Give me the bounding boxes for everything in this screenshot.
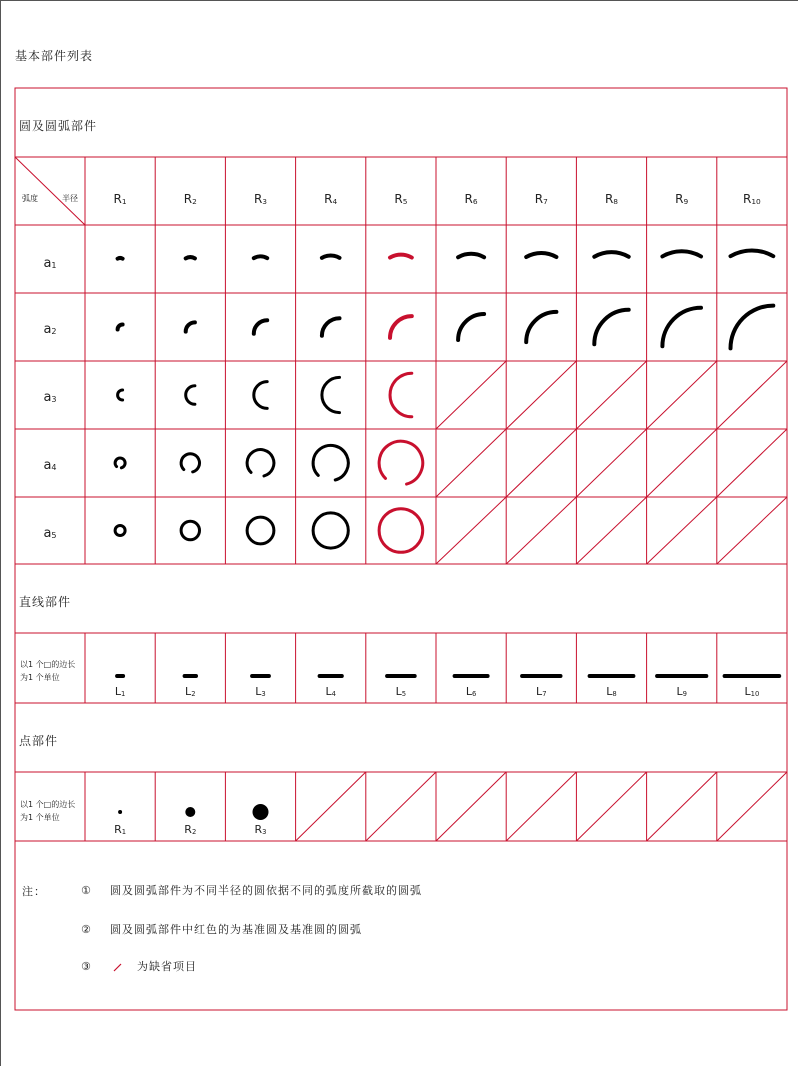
empty-cell-diagonal [576, 497, 646, 564]
arc-a4-r5 [379, 441, 423, 484]
arc-a5-r1 [115, 526, 125, 536]
arc-a4-r4 [313, 445, 348, 480]
line-label-l5: L5 [395, 685, 407, 698]
arc-a3-r5 [390, 373, 412, 417]
notes-label: 注： [22, 885, 46, 898]
column-header-r7: R7 [534, 192, 548, 206]
corner-diagonal [15, 157, 85, 225]
arc-a2-r5 [390, 316, 412, 338]
column-header-r10: R10 [742, 192, 761, 206]
column-header-r6: R6 [464, 192, 478, 206]
empty-cell-diagonal [717, 497, 787, 564]
point-label-r2: R2 [184, 823, 197, 836]
point-label-r3: R3 [254, 823, 267, 836]
line-label-l7: L7 [536, 685, 547, 698]
line-label-l9: L9 [676, 685, 687, 698]
note-2-marker: ② [81, 923, 92, 936]
arc-a1-r10 [731, 250, 774, 256]
empty-cell-diagonal [647, 429, 717, 497]
note-3-text: 为缺省项目 [137, 960, 197, 973]
empty-cell-diagonal [576, 361, 646, 429]
column-header-r1: R1 [113, 192, 127, 206]
arc-a1-r4 [322, 255, 340, 257]
arc-a1-r7 [526, 253, 556, 257]
arc-a5-r4 [313, 513, 348, 548]
line-label-l2: L2 [185, 685, 196, 698]
circle-section-title: 圆及圆弧部件 [19, 119, 98, 133]
point-row-label-1: 以1 个□的边长 [20, 800, 76, 809]
empty-cell-diagonal [506, 429, 576, 497]
row-header-a5: a5 [43, 526, 57, 541]
point-label-r1: R1 [114, 823, 127, 836]
empty-cell-diagonal [647, 772, 717, 841]
note-3-marker: ③ [81, 960, 92, 973]
arc-a2-r1 [118, 325, 123, 330]
empty-cell-diagonal [436, 497, 506, 564]
arc-a1-r9 [662, 251, 701, 256]
arc-a2-r6 [458, 314, 484, 340]
row-header-a4: a4 [43, 458, 57, 473]
arc-a2-r9 [662, 308, 701, 347]
empty-cell-diagonal [296, 772, 366, 841]
empty-cell-diagonal [366, 772, 436, 841]
empty-cell-diagonal [436, 429, 506, 497]
point-row-label-2: 为1 个单位 [20, 813, 60, 822]
arc-a2-r2 [186, 322, 195, 331]
arc-a2-r7 [526, 312, 556, 342]
empty-cell-diagonal [576, 429, 646, 497]
empty-cell-diagonal [576, 772, 646, 841]
column-header-r5: R5 [394, 192, 408, 206]
empty-cell-diagonal [436, 772, 506, 841]
arc-a5-r5 [379, 509, 423, 553]
row-header-a1: a1 [43, 256, 57, 271]
line-row-label-2: 为1 个单位 [20, 673, 60, 682]
arc-a5-r3 [247, 517, 274, 544]
column-header-r2: R2 [183, 192, 197, 206]
page-title: 基本部件列表 [15, 49, 94, 63]
arc-a3-r3 [254, 382, 267, 409]
line-label-l4: L4 [325, 685, 336, 698]
arc-a4-r1 [115, 458, 125, 468]
empty-cell-diagonal [506, 772, 576, 841]
note-2-text: 圆及圆弧部件中红色的为基准圆及基准圆的圆弧 [110, 923, 362, 936]
row-header-a2: a2 [43, 322, 57, 337]
arc-a4-r3 [247, 450, 274, 476]
note-1-marker: ① [81, 884, 92, 897]
arc-a1-r1 [118, 258, 123, 259]
arc-a1-r3 [254, 256, 267, 258]
arc-a1-r6 [458, 254, 484, 257]
row-header-a3: a3 [43, 390, 57, 405]
arc-a1-r2 [186, 257, 195, 258]
arc-a3-r2 [186, 386, 195, 404]
point-dot-r1 [118, 810, 122, 814]
arc-a1-r8 [594, 252, 628, 257]
point-section-title: 点部件 [19, 734, 59, 748]
line-label-l3: L3 [255, 685, 266, 698]
arc-a3-r1 [118, 390, 123, 400]
empty-cell-diagonal [717, 429, 787, 497]
arc-a3-r4 [322, 377, 340, 412]
line-label-l8: L8 [606, 685, 617, 698]
empty-cell-diagonal [436, 361, 506, 429]
empty-cell-diagonal [717, 772, 787, 841]
note-3-slash-icon [114, 964, 121, 971]
column-header-r3: R3 [253, 192, 268, 206]
point-dot-r2 [185, 807, 195, 817]
line-row-label-1: 以1 个□的边长 [20, 660, 76, 669]
point-dot-r3 [253, 804, 269, 820]
arc-a4-r2 [181, 454, 199, 472]
line-label-l6: L6 [465, 685, 477, 698]
note-1-text: 圆及圆弧部件为不同半径的圆依据不同的弧度所截取的圆弧 [110, 884, 422, 897]
arc-a2-r10 [731, 306, 774, 349]
empty-cell-diagonal [647, 497, 717, 564]
empty-cell-diagonal [647, 361, 717, 429]
corner-label-arc: 弧度 [22, 194, 38, 203]
arc-a5-r2 [181, 521, 199, 539]
empty-cell-diagonal [506, 497, 576, 564]
column-header-r9: R9 [675, 192, 689, 206]
column-header-r4: R4 [324, 192, 338, 206]
line-label-l1: L1 [114, 685, 126, 698]
empty-cell-diagonal [506, 361, 576, 429]
column-header-r8: R8 [604, 192, 619, 206]
arc-a2-r8 [594, 310, 628, 344]
table-outer-frame [15, 88, 787, 1010]
arc-a2-r3 [254, 320, 267, 333]
corner-label-radius: 半径 [62, 194, 78, 203]
line-label-l10: L10 [744, 685, 760, 698]
arc-a1-r5 [390, 255, 412, 258]
line-section-title: 直线部件 [19, 595, 72, 609]
empty-cell-diagonal [717, 361, 787, 429]
arc-a2-r4 [322, 318, 340, 336]
